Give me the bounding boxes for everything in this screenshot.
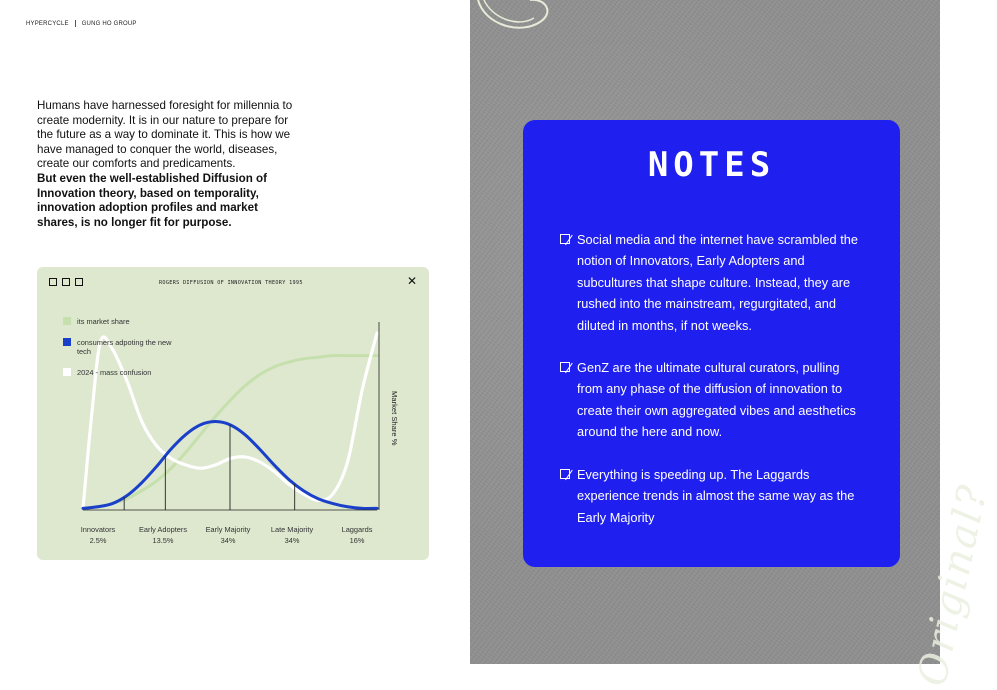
- brand-label: HYPERCYCLE: [26, 20, 69, 27]
- note-text: Social media and the internet have scrambled the notion of Innovators, Early Adopters and subcultures that shape culture. Instead, they are rushed into the mainstream, regurgitated, and diluted in months, if not weeks.: [577, 232, 858, 333]
- legend-label: 2024 - mass confusion: [77, 368, 152, 377]
- legend-label: its market share: [77, 317, 130, 326]
- legend-swatch-market-share: [63, 317, 71, 325]
- note-item: [560, 357, 860, 443]
- category-value: 16%: [349, 536, 365, 545]
- category-value: 34%: [284, 536, 300, 545]
- page-header: [26, 20, 137, 27]
- category-name: Early Adopters: [138, 525, 188, 534]
- category-laggards: [322, 524, 392, 546]
- category-value: 13.5%: [152, 536, 174, 545]
- left-page: [0, 0, 470, 664]
- legend-swatch-adoption: [63, 338, 71, 346]
- category-late-majority: [257, 524, 327, 546]
- legend-item-adoption: [63, 338, 173, 356]
- note-item: [560, 229, 860, 336]
- notes-card: [523, 120, 900, 567]
- intro-text: Humans have harnessed foresight for millennia to create modernity. It is in our nature to prepare for the future as a way to dominate it. This is how we have managed to conquer the world, diseases, create our comforts and predicaments.: [37, 99, 293, 171]
- close-icon[interactable]: ✕: [406, 274, 417, 288]
- note-item: [560, 464, 860, 528]
- group-label: GUNG HO GROUP: [81, 20, 137, 27]
- note-text: Everything is speeding up. The Laggards experience trends in almost the same way as the Early Majority: [577, 467, 855, 525]
- category-innovators: [63, 524, 133, 546]
- checkbox-icon: [560, 362, 570, 372]
- intro-paragraph: [37, 99, 299, 230]
- handwritten-doodle: Original?: [909, 480, 997, 690]
- checkbox-icon: [560, 234, 570, 244]
- category-labels: [37, 524, 429, 554]
- legend-swatch-confusion: [63, 368, 71, 376]
- category-name: Early Majority: [205, 525, 251, 534]
- category-name: Late Majority: [270, 525, 314, 534]
- chart-window: [37, 267, 429, 560]
- category-value: 2.5%: [89, 536, 107, 545]
- right-page: [470, 0, 997, 690]
- category-value: 34%: [220, 536, 236, 545]
- chart-title: ROGERS DIFFUSION OF INNOVATION THEORY 1995: [159, 280, 303, 286]
- category-early-majority: [193, 524, 263, 546]
- note-text: GenZ are the ultimate cultural curators, pulling from any phase of the diffusion of innovation to create their own aggregated vibes and aesthetics around the here and now.: [577, 360, 856, 440]
- diffusion-chart: [37, 267, 429, 560]
- y-axis-label: Market Share %: [390, 391, 399, 446]
- intro-bold-text: But even the well-established Diffusion of Innovation theory, based on temporality, innovation adoption profiles and market shares, is no longer fit for purpose.: [37, 171, 267, 229]
- legend-label: consumers adpoting the new tech: [77, 338, 172, 356]
- notes-title: NOTES: [647, 145, 776, 185]
- header-divider: [75, 20, 76, 27]
- category-name: Laggards: [341, 525, 373, 534]
- legend-item-market-share: [63, 317, 173, 326]
- chart-legend: [63, 317, 173, 389]
- chalk-doodle-icon: [470, 0, 670, 60]
- checkbox-icon: [560, 469, 570, 479]
- category-early-adopters: [128, 524, 198, 546]
- category-name: Innovators: [80, 525, 116, 534]
- legend-item-confusion: [63, 368, 173, 377]
